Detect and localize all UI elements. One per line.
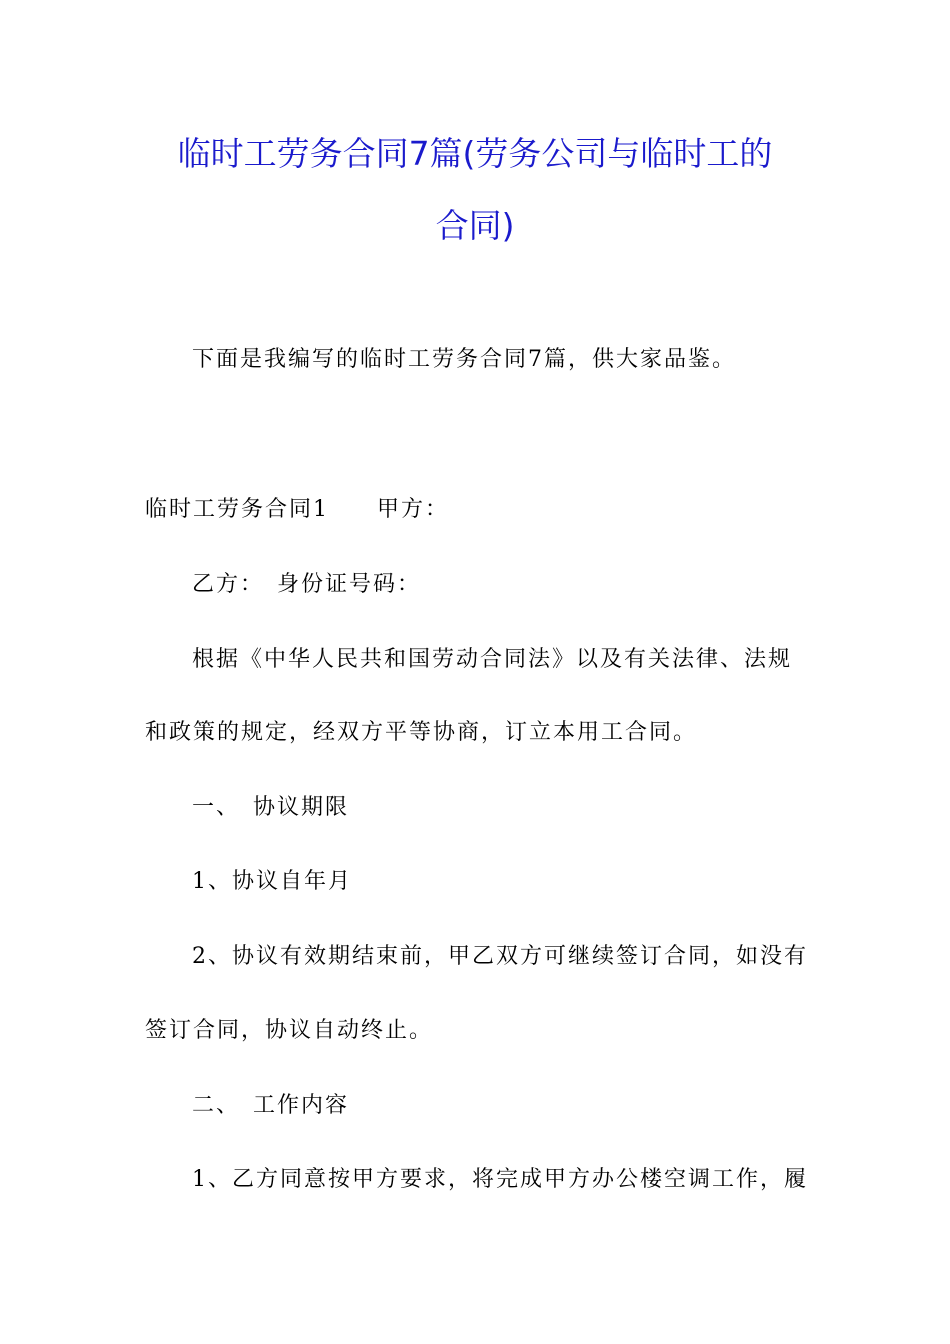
document-title-line-2: 合同)	[435, 206, 515, 245]
section-heading-contract-1: 临时工劳务合同1 甲方：	[145, 497, 449, 522]
clause-1-item-1: 1、协议自年月	[192, 869, 352, 894]
document-title-line-1: 临时工劳务合同7篇(劳务公司与临时工的	[177, 134, 773, 173]
clause-2-heading: 二、 工作内容	[192, 1093, 350, 1118]
basis-paragraph-line-2: 和政策的规定，经双方平等协商，订立本用工合同。	[145, 720, 698, 745]
clause-1-item-2-line-2: 签订合同，协议自动终止。	[145, 1018, 434, 1043]
party-b-line: 乙方： 身份证号码：	[192, 572, 422, 597]
clause-2-item-1-line-1: 1、乙方同意按甲方要求，将完成甲方办公楼空调工作，履	[192, 1167, 808, 1192]
clause-1-item-2-line-1: 2、协议有效期结束前，甲乙双方可继续签订合同，如没有	[192, 944, 808, 969]
clause-1-heading: 一、 协议期限	[192, 795, 350, 820]
intro-paragraph: 下面是我编写的临时工劳务合同7篇，供大家品鉴。	[192, 347, 736, 372]
basis-paragraph-line-1: 根据《中华人民共和国劳动合同法》以及有关法律、法规	[192, 647, 793, 672]
